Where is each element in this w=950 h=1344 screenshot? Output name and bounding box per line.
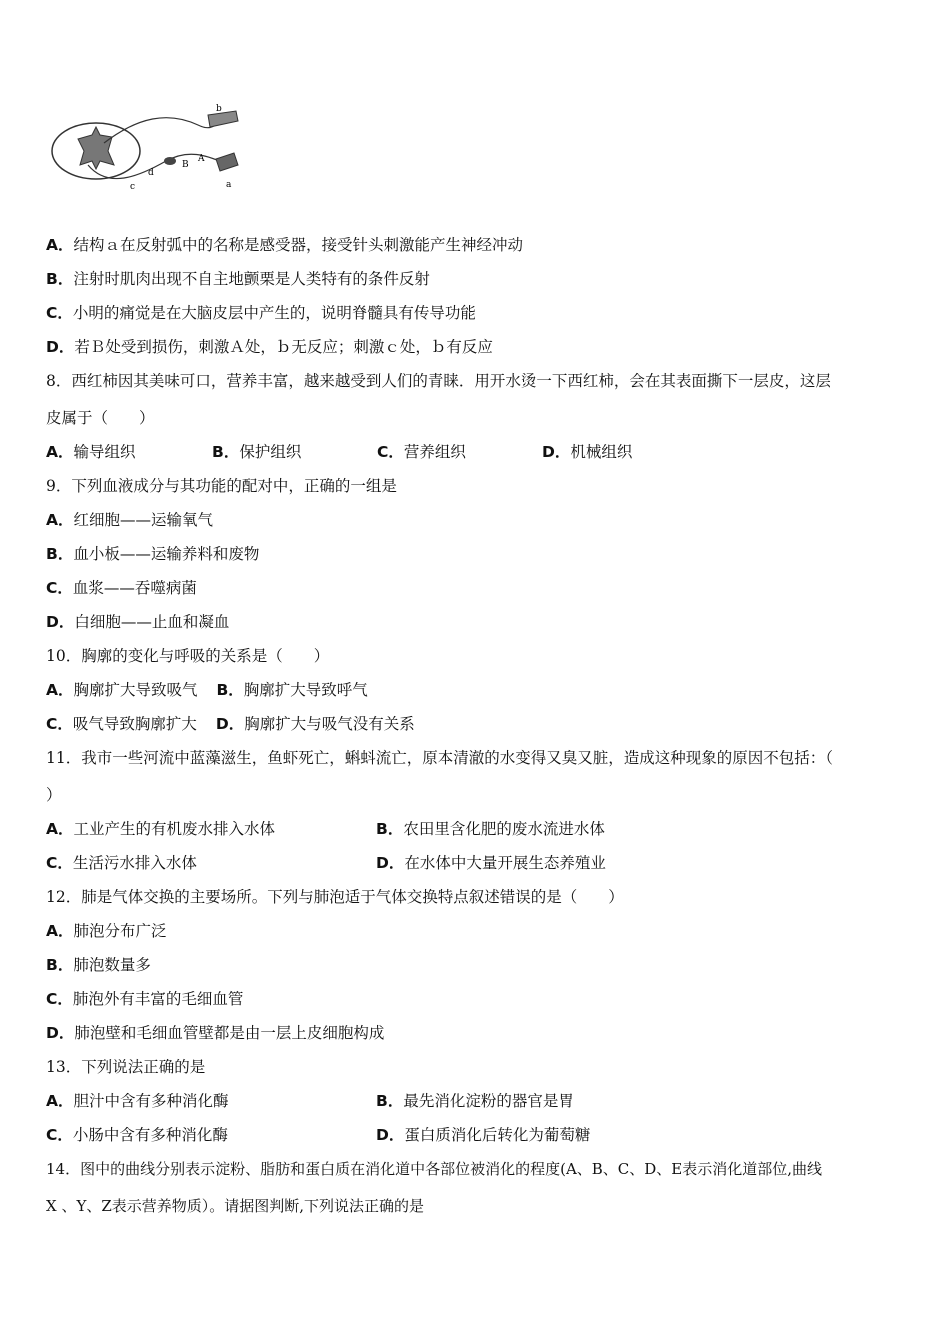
- q12-option-c: C．肺泡外有丰富的毛细血管: [46, 990, 244, 1008]
- q8-option-c: C．营养组织: [377, 443, 466, 461]
- figure-label-b: b: [216, 104, 222, 114]
- q7-option-a: A．结构ａ在反射弧中的名称是感受器，接受针头刺激能产生神经冲动: [46, 236, 524, 254]
- q11-stem-line2: ）: [46, 786, 62, 804]
- effector-b: [208, 111, 238, 127]
- q9-stem: 9．下列血液成分与其功能的配对中，正确的一组是: [46, 477, 397, 495]
- q8-option-a: A．输导组织: [46, 443, 136, 461]
- q7-option-c: C．小明的痛觉是在大脑皮层中产生的，说明脊髓具有传导功能: [46, 304, 476, 322]
- q11-option-c: C．生活污水排入水体: [46, 854, 197, 872]
- q9-option-c: C．血浆——吞噬病菌: [46, 579, 197, 597]
- q7-option-d: D．若Ｂ处受到损伤，刺激Ａ处，ｂ无反应；刺激ｃ处，ｂ有反应: [46, 338, 493, 356]
- ganglion: [164, 157, 176, 165]
- q9-option-b: B．血小板——运输养料和废物: [46, 545, 260, 563]
- q13-option-b: B．最先消化淀粉的器官是胃: [376, 1092, 574, 1110]
- q14-stem-line2: X 、Y、Z表示营养物质）。请据图判断,下列说法正确的是: [46, 1197, 425, 1215]
- figure-label-A: A: [198, 154, 205, 164]
- q10-option-d: D．胸廓扩大与吸气没有关系: [215, 715, 415, 733]
- q12-stem: 12．肺是气体交换的主要场所。下列与肺泡适于气体交换特点叙述错误的是（ ）: [46, 888, 624, 906]
- q8-option-d: D．机械组织: [542, 443, 633, 461]
- q13-option-d: D．蛋白质消化后转化为葡萄糖: [376, 1126, 591, 1144]
- q10-option-a: A．胸廓扩大导致吸气: [46, 681, 198, 699]
- q10-stem: 10．胸廓的变化与呼吸的关系是（ ）: [46, 647, 330, 665]
- figure-label-c: c: [130, 182, 136, 192]
- reflex-arc-figure: [48, 103, 248, 193]
- q13-option-c: C．小肠中含有多种消化酶: [46, 1126, 228, 1144]
- receptor-a: [216, 153, 238, 171]
- figure-label-B: B: [182, 160, 189, 170]
- q9-option-a: A．红细胞——运输氧气: [46, 511, 214, 529]
- q12-option-b: B．肺泡数量多: [46, 956, 151, 974]
- q10-option-c: C．吸气导致胸廓扩大: [46, 715, 197, 733]
- q10-option-b: B．胸廓扩大导致呼气: [216, 681, 368, 699]
- figure-label-d: d: [148, 168, 154, 178]
- q12-option-a: A．肺泡分布广泛: [46, 922, 167, 940]
- q11-option-d: D．在水体中大量开展生态养殖业: [376, 854, 606, 872]
- q11-option-a: A．工业产生的有机废水排入水体: [46, 820, 276, 838]
- q10-options-row1: [46, 680, 368, 700]
- spinal-grey-matter: [78, 127, 114, 169]
- q8-stem-line2: 皮属于（ ）: [46, 409, 155, 427]
- q11-option-b: B．农田里含化肥的废水流进水体: [376, 820, 605, 838]
- q13-option-a: A．胆汁中含有多种消化酶: [46, 1092, 229, 1110]
- q8-option-b: B．保护组织: [212, 443, 302, 461]
- q8-stem-line1: 8．西红柿因其美味可口，营养丰富，越来越受到人们的青睐．用开水烫一下西红柿，会在其表面撕下一层皮，这层: [46, 372, 831, 390]
- q13-stem: 13．下列说法正确的是: [46, 1058, 206, 1076]
- nerve-efferent: [104, 118, 226, 143]
- q7-option-b: B．注射时肌肉出现不自主地颤栗是人类特有的条件反射: [46, 270, 430, 288]
- figure-label-a: a: [226, 180, 232, 190]
- q14-stem-line1: 14．图中的曲线分别表示淀粉、脂肪和蛋白质在消化道中各部位被消化的程度(A、B、C、D、E表示消化道部位,曲线: [46, 1160, 823, 1178]
- q9-option-d: D．白细胞——止血和凝血: [46, 613, 230, 631]
- q12-option-d: D．肺泡壁和毛细血管壁都是由一层上皮细胞构成: [46, 1024, 385, 1042]
- q11-stem-line1: 11．我市一些河流中蓝藻滋生，鱼虾死亡，蝌蚪流亡，原本清澈的水变得又臭又脏，造成这种现象的原因不包括：（: [46, 749, 833, 767]
- q10-options-row2: [46, 714, 415, 734]
